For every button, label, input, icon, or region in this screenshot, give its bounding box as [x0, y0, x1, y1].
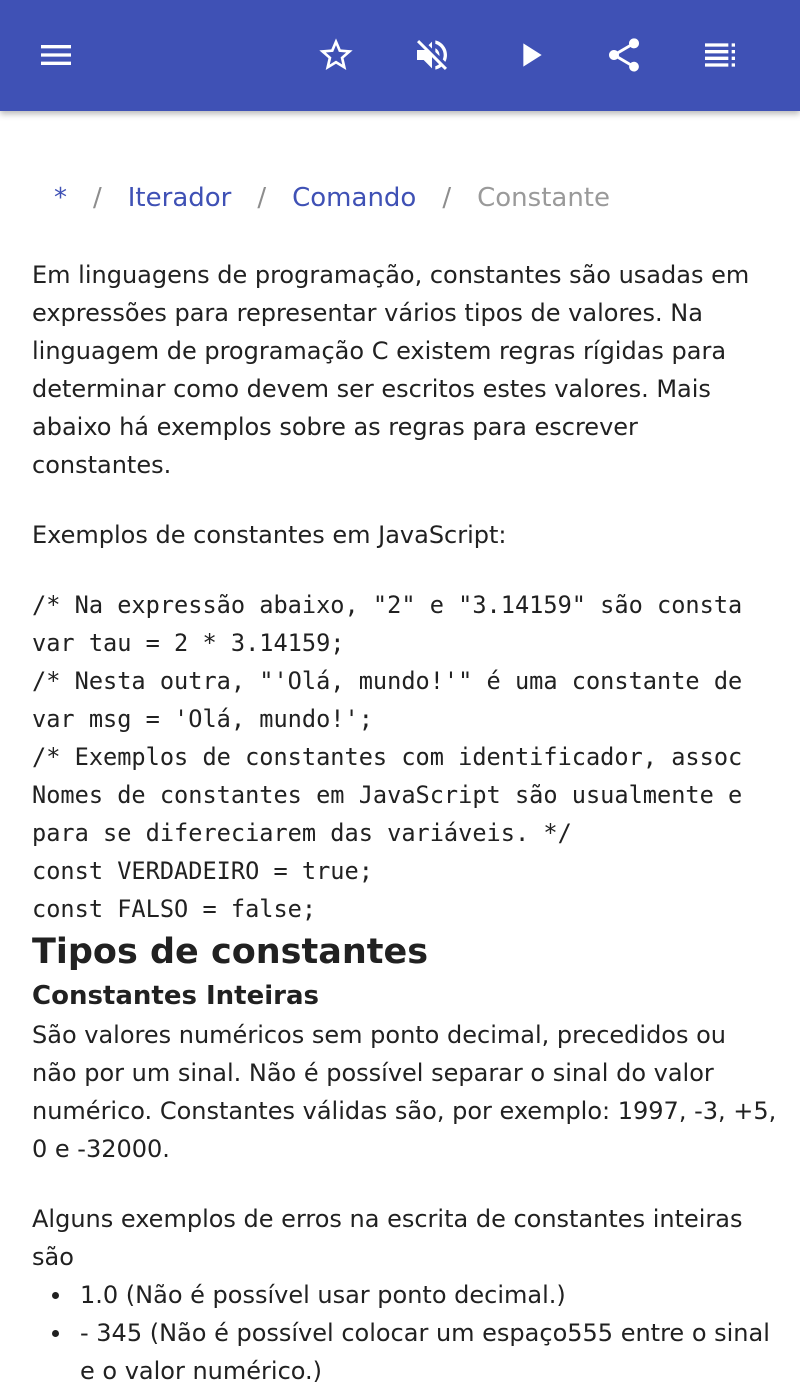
- breadcrumb-current: Constante: [477, 183, 610, 213]
- intro-paragraph: Em linguagens de programação, constantes são usadas em expressões para representar vários tipos de valores. Na linguagem de programação C existem regras rígidas para determinar como devem ser escritos estes valores. Mais abaixo há exemplos sobre as regras para escrever constantes.: [32, 261, 750, 479]
- list-item: - 345 (Não é possível colocar um espaço555 entre o sinal e o valor numérico.): [80, 1314, 780, 1390]
- share-button[interactable]: [592, 23, 656, 87]
- code-line: const FALSO = false;: [32, 895, 317, 923]
- breadcrumb-separator: /: [93, 183, 102, 213]
- play-icon: [510, 35, 550, 75]
- mute-button[interactable]: [400, 23, 464, 87]
- examples-label: Exemplos de constantes em JavaScript:: [32, 521, 507, 549]
- menu-button[interactable]: [24, 23, 88, 87]
- code-line: para se difereciarem das variáveis. */: [32, 819, 572, 847]
- playlist-icon: [700, 35, 740, 75]
- errors-intro: Alguns exemplos de erros na escrita de constantes inteiras são: [32, 1205, 743, 1271]
- errors-list: [32, 1276, 780, 1390]
- breadcrumb-item-comando[interactable]: Comando: [292, 183, 417, 213]
- list-item: 1.0 (Não é possível usar ponto decimal.): [80, 1276, 780, 1314]
- integer-description: São valores numéricos sem ponto decimal, precedidos ou não por um sinal. Não é possível separar o sinal do valor numérico. Constantes válidas são, por exemplo: 1997, -3, +5, 0 e -32000.: [32, 1021, 777, 1163]
- breadcrumb-separator: /: [442, 183, 452, 213]
- code-line: var tau = 2 * 3.14159;: [32, 629, 345, 657]
- share-icon: [604, 35, 644, 75]
- code-line: /* Nesta outra, "'Olá, mundo!'" é uma constante de: [32, 667, 743, 695]
- section-heading: Tipos de constantes: [32, 932, 429, 972]
- breadcrumb-separator: /: [257, 183, 267, 213]
- code-line: /* Na expressão abaixo, "2" e "3.14159" são consta: [32, 591, 743, 619]
- favorite-button[interactable]: [304, 23, 368, 87]
- article-content: [32, 256, 800, 1390]
- code-line: const VERDADEIRO = true;: [32, 857, 373, 885]
- star-outline-icon: [316, 35, 356, 75]
- menu-icon: [36, 35, 76, 75]
- subsection-heading: Constantes Inteiras: [32, 981, 320, 1011]
- code-line: /* Exemplos de constantes com identificador, assoc: [32, 743, 743, 771]
- breadcrumb: [32, 178, 610, 218]
- breadcrumb-item-iterador[interactable]: Iterador: [127, 183, 232, 213]
- contents-button[interactable]: [688, 23, 752, 87]
- breadcrumb-item-root[interactable]: *: [54, 183, 67, 213]
- code-block: [32, 586, 800, 928]
- play-button[interactable]: [498, 23, 562, 87]
- app-bar: [0, 0, 800, 111]
- code-line: var msg = 'Olá, mundo!';: [32, 705, 373, 733]
- code-line: Nomes de constantes em JavaScript são usualmente e: [32, 781, 743, 809]
- volume-off-icon: [412, 35, 452, 75]
